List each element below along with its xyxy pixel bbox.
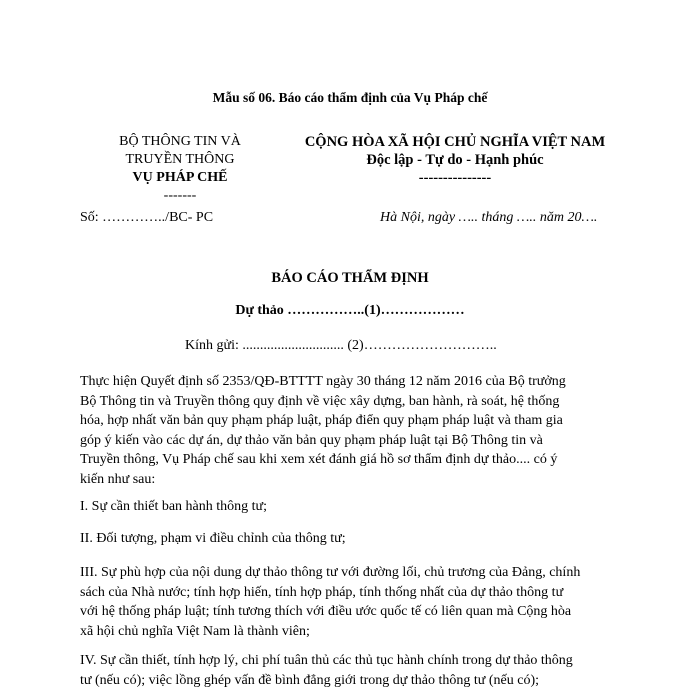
agency-department: VỤ PHÁP CHẾ <box>132 170 228 185</box>
agency-divider: ------- <box>163 188 197 203</box>
national-motto: Độc lập - Tự do - Hạnh phúc <box>366 152 544 168</box>
form-title: Mẫu số 06. Báo cáo thẩm định của Vụ Pháp chế <box>212 90 488 105</box>
agency-line-2: TRUYỀN THÔNG <box>125 152 235 167</box>
intro-line: hóa, hợp nhất văn bản quy phạm pháp luật, pháp điển quy phạm pháp luật và tham gia <box>80 413 563 428</box>
national-divider: --------------- <box>418 170 492 186</box>
section-2 <box>80 529 625 549</box>
section-4 <box>80 651 625 690</box>
place-date: Hà Nội, ngày ….. tháng ….. năm 20…. <box>380 210 598 225</box>
section-1 <box>80 497 625 517</box>
national-title: CỘNG HÒA XÃ HỘI CHỦ NGHĨA VIỆT NAM <box>304 134 606 150</box>
intro-paragraph <box>80 372 625 489</box>
draft-line: Dự thảo ……………..(1)……………… <box>235 303 465 318</box>
section-1-text: I. Sự cần thiết ban hành thông tư; <box>80 499 268 514</box>
agency-line-1: BỘ THÔNG TIN VÀ <box>119 134 241 149</box>
section-3-line: III. Sự phù hợp của nội dung dự thảo thông tư với đường lối, chủ trương của Đảng, chính <box>80 565 581 580</box>
section-3-line: xã hội chủ nghĩa Việt Nam là thành viên; <box>80 623 310 639</box>
intro-line: kiến như sau: <box>80 471 156 487</box>
section-2-text: II. Đối tượng, phạm vi điều chỉnh của thông tư; <box>80 531 346 546</box>
recipient-line: Kính gửi: ............................. (2)……………………….. <box>185 338 497 353</box>
intro-line: Thực hiện Quyết định số 2353/QĐ-BTTTT ngày 30 tháng 12 năm 2016 của Bộ trưởng <box>80 374 566 389</box>
section-4-line: IV. Sự cần thiết, tính hợp lý, chi phí tuân thủ các thủ tục hành chính trong dự thảo thông <box>80 653 573 668</box>
intro-line: Bộ Thông tin và Truyền thông quy định về việc xây dựng, ban hành, rà soát, hệ thống <box>80 393 560 409</box>
national-header <box>270 133 640 187</box>
section-4-line: tư (nếu có); việc lồng ghép vấn đề bình đẳng giới trong dự thảo thông tư (nếu có); <box>80 672 540 688</box>
section-3-line: sách của Nhà nước; tính hợp hiến, tính hợp pháp, tính thống nhất của dự thảo thông tư <box>80 584 564 600</box>
document-number: Số: …………../BC- PC <box>80 210 214 225</box>
section-3 <box>80 563 625 641</box>
section-3-line: với hệ thống pháp luật; tính tương thích với điều ước quốc tế có liên quan mà Cộng hòa <box>80 604 572 619</box>
intro-line: Truyền thông, Vụ Pháp chế sau khi xem xét đánh giá hồ sơ thẩm định dự thảo.... có ý <box>80 452 558 467</box>
intro-line: góp ý kiến vào các dự án, dự thảo văn bản quy phạm pháp luật tại Bộ Thông tin và <box>80 432 543 448</box>
issuing-agency-header <box>80 133 280 205</box>
report-title: BÁO CÁO THẨM ĐỊNH <box>271 270 429 286</box>
